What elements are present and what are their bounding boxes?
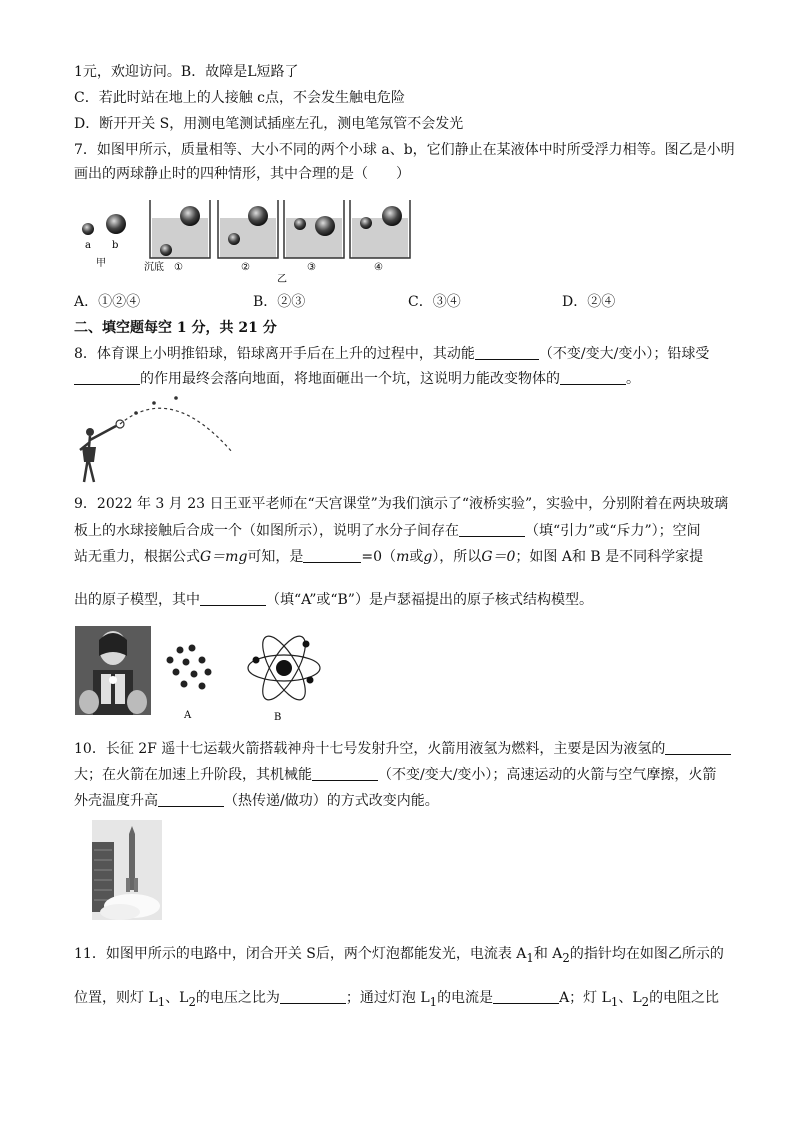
question-11-line1 xyxy=(74,944,724,968)
q11-text: 位置，则灯 L xyxy=(74,990,158,1006)
formula: m xyxy=(396,549,410,565)
beaker-3-label: ③ xyxy=(307,262,316,273)
q11-text: 、L xyxy=(618,990,642,1006)
q10-text: （不变/变大/变小）；高速运动的火箭与空气摩擦，火箭 xyxy=(378,767,717,783)
q8-text: 8．体育课上小明推铅球，铅球离开手后在上升的过程中，其动能 xyxy=(74,346,475,362)
atom-model-a xyxy=(158,640,218,724)
ball-a-label: a xyxy=(85,240,91,251)
atom-model-b-label: B xyxy=(274,712,282,723)
q9-text: 或 xyxy=(409,549,424,565)
answer-blank xyxy=(280,987,346,1004)
answer-blank xyxy=(200,589,266,606)
option-c-text: C．若此时站在地上的人接触 c点，不会发生触电危险 xyxy=(74,90,406,106)
question-11-line2 xyxy=(74,987,719,1012)
beaker-4-label: ④ xyxy=(374,262,383,273)
q10-text: 10．长征 2F 遥十七运载火箭搭载神舟十七号发射升空，火箭用液氢为燃料，主要是因为液氢的 xyxy=(74,741,666,757)
q10-text: 外壳温度升高 xyxy=(74,793,158,809)
question-9-line2 xyxy=(74,520,701,541)
question-10-line1 xyxy=(74,738,731,759)
q9-text: 板上的水球接触后合成一个（如图所示），说明了水分子间存在 xyxy=(74,523,459,539)
subscript: 2 xyxy=(641,994,650,1009)
q7-option-b: B．②③ xyxy=(253,294,306,310)
q9-text: 出的原子模型，其中 xyxy=(74,592,200,608)
question-10-line3 xyxy=(74,790,439,811)
q11-text: ；通过灯泡 L xyxy=(345,990,430,1006)
q11-text: 和 A xyxy=(533,946,563,962)
answer-blank xyxy=(560,368,626,385)
answer-blank xyxy=(459,520,525,537)
formula: G＝mg xyxy=(200,549,248,565)
figure-jia-label: 甲 xyxy=(96,258,106,269)
q11-text: 的指针均在如图乙所示的 xyxy=(569,946,724,962)
q8-text: （不变/变大/变小）；铅球受 xyxy=(538,346,710,362)
q11-text: 11．如图甲所示的电路中，闭合开关 S后，两个灯泡都能发光，电流表 A xyxy=(74,946,527,962)
ball-b-label: b xyxy=(112,240,119,251)
q9-text: 可知，是 xyxy=(247,549,304,565)
q9-text: （填“A”或“B”）是卢瑟福提出的原子核式结构模型。 xyxy=(266,592,593,608)
q10-text: （热传递/做功）的方式改变内能。 xyxy=(224,793,439,809)
atom-model-b xyxy=(244,624,324,728)
q11-text: A；灯 L xyxy=(559,990,611,1006)
q11-text: 、L xyxy=(165,990,189,1006)
q9-text: ），所以 xyxy=(432,549,482,565)
question-9-line1: 9．2022 年 3 月 23 日王亚平老师在“天宫课堂”为我们演示了“液桥实验”，实验中，分别附着在两块玻璃 xyxy=(74,496,729,512)
q8-text: 。 xyxy=(626,371,640,387)
question-9-line3 xyxy=(74,546,703,567)
beaker-4 xyxy=(350,200,410,258)
shot-put-figure xyxy=(76,392,236,491)
answer-blank xyxy=(475,343,539,360)
subscript: 1 xyxy=(157,994,166,1009)
q9-text: 站无重力，根据公式 xyxy=(74,549,200,565)
answer-blank xyxy=(303,546,361,563)
question-7-line2: 画出的两球静止时的四种情形，其中合理的是（ ） xyxy=(74,166,410,182)
question-10-line2 xyxy=(74,764,716,785)
q7-option-c: C．③④ xyxy=(408,294,461,310)
q7-option-a: A．①②④ xyxy=(74,294,141,310)
text-line: 1元，欢迎访问。B．故障是L短路了 xyxy=(74,64,299,80)
formula: G＝0 xyxy=(481,549,516,565)
question-7-line1: 7．如图甲所示，质量相等、大小不同的两个小球 a、b，它们静止在某液体中时所受浮力相等。图乙是小明 xyxy=(74,142,735,158)
question-9-line4 xyxy=(74,589,593,610)
q11-text: 的电压之比为 xyxy=(195,990,280,1006)
q8-text: 的作用最终会落向地面，将地面砸出一个坑，这说明力能改变物体的 xyxy=(140,371,560,387)
subscript: 1 xyxy=(429,994,438,1009)
question-8-line2 xyxy=(74,368,640,389)
beaker-1 xyxy=(150,200,210,258)
beaker-2-label: ② xyxy=(241,262,250,273)
figure-yi-label: 乙 xyxy=(277,274,287,285)
q11-text: 的电流是 xyxy=(437,990,494,1006)
q9-text: （填“引力”或“斥力”）；空间 xyxy=(525,523,701,539)
subscript: 2 xyxy=(188,994,196,1009)
subscript: 1 xyxy=(526,950,534,965)
label-chendi: 沉底 xyxy=(144,262,164,273)
answer-blank xyxy=(158,790,224,807)
q9-text: =0（ xyxy=(361,549,397,565)
beaker-1-label: ① xyxy=(174,262,183,273)
atom-model-a-label: A xyxy=(184,710,192,720)
ball-a xyxy=(82,223,94,235)
answer-blank xyxy=(665,738,731,755)
beaker-2 xyxy=(218,200,278,258)
beaker-3 xyxy=(284,200,344,258)
subscript: 2 xyxy=(562,950,570,965)
option-d-text: D．断开开关 S，用测电笔测试插座左孔，测电笔氖管不会发光 xyxy=(74,116,464,132)
ball-b xyxy=(106,214,126,234)
answer-blank xyxy=(493,987,559,1004)
question-8-line1 xyxy=(74,343,709,364)
q10-text: 大；在火箭在加速上升阶段，其机械能 xyxy=(74,767,312,783)
formula: g xyxy=(423,549,433,565)
q7-option-d: D．②④ xyxy=(562,294,616,310)
answer-blank xyxy=(312,764,378,781)
q9-text: ；如图 A和 B 是不同科学家提 xyxy=(515,549,704,565)
q11-text: 的电阻之比 xyxy=(649,990,720,1006)
q7-figure xyxy=(74,196,414,290)
section-heading: 二、填空题每空 1 分，共 21 分 xyxy=(74,320,277,336)
subscript: 1 xyxy=(610,994,619,1009)
liquid-bridge-photo xyxy=(75,626,151,715)
rocket-launch-photo xyxy=(92,820,162,920)
answer-blank xyxy=(74,368,140,385)
